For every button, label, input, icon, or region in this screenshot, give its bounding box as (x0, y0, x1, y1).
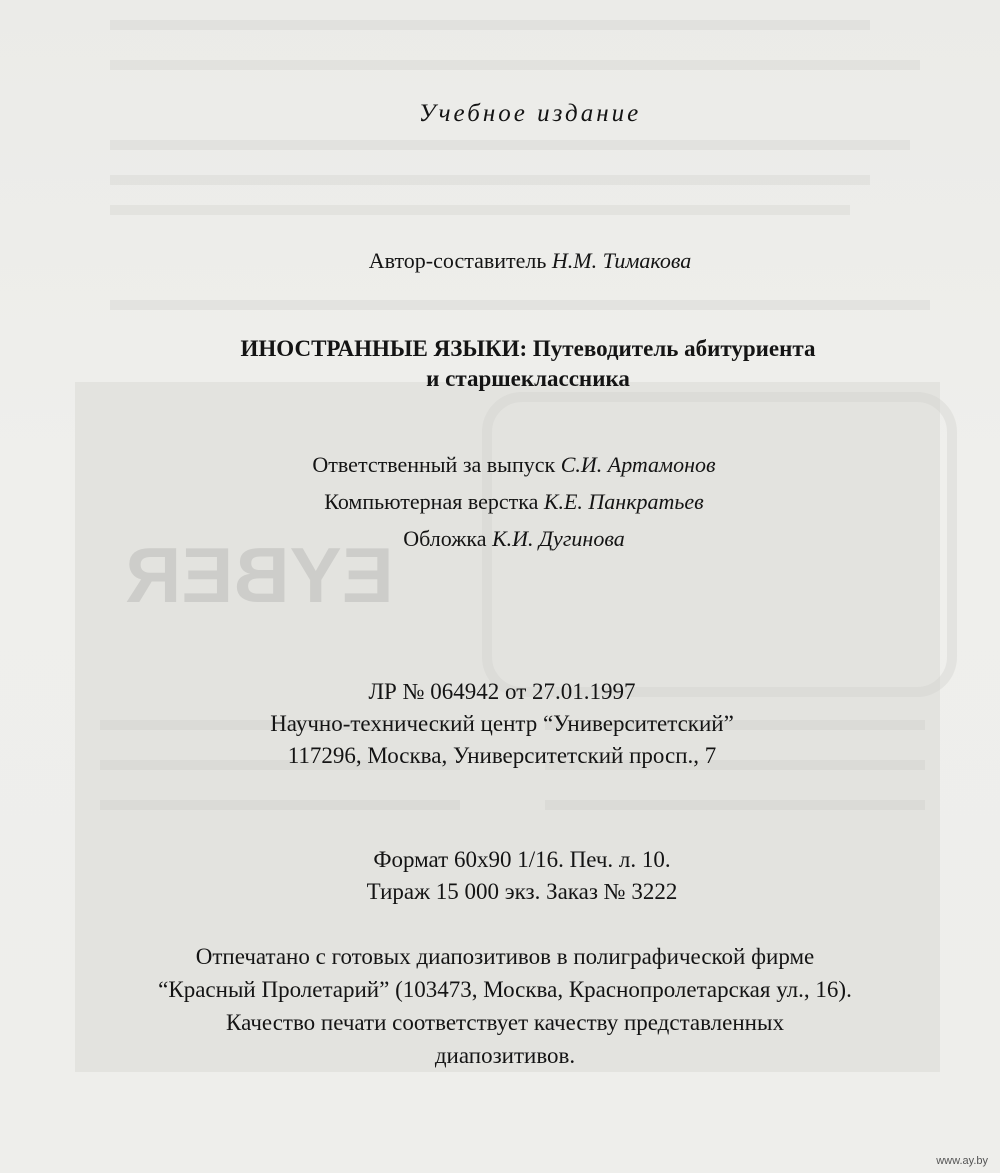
show-through-line (110, 20, 870, 30)
credit-name: К.И. Дугинова (492, 526, 625, 551)
publisher-address: 117296, Москва, Университетский просп., 7 (287, 743, 717, 768)
printed-note (0, 940, 1000, 1072)
show-through-line (110, 175, 870, 185)
edition-type: Учебное издание (418, 100, 642, 127)
title-subtitle-2: и старшеклассника (426, 366, 630, 391)
title-main: ИНОСТРАННЫЕ ЯЗЫКИ: (240, 336, 528, 361)
book-title (0, 334, 1000, 394)
credit-line (14, 520, 1000, 557)
author-name: Н.М. Тимакова (551, 248, 692, 273)
show-through-line (110, 60, 920, 70)
show-through-line (545, 800, 925, 810)
author-line (0, 248, 1000, 274)
publisher-name: Научно-технический центр “Университетский” (270, 711, 734, 736)
author-label: Автор-составитель (368, 248, 547, 273)
show-through-logo: EYBER (125, 531, 394, 619)
site-watermark: www.ay.by (936, 1155, 988, 1167)
printed-note-line: Качество печати соответствует качеству представленных (226, 1010, 784, 1035)
credits-block (0, 446, 1000, 557)
printed-note-line: диапозитивов. (434, 1043, 576, 1068)
credit-name: С.И. Артамонов (560, 452, 716, 477)
show-through-line (110, 140, 910, 150)
credit-role: Обложка (403, 526, 487, 551)
printed-note-line: “Красный Пролетарий” (103473, Москва, Краснопролетарская ул., 16). (158, 977, 852, 1002)
credit-name: К.Е. Панкратьев (543, 489, 704, 514)
title-subtitle-1: Путеводитель абитуриента (532, 336, 816, 361)
title-line-1 (28, 334, 1000, 364)
printed-note-line: Отпечатано с готовых диапозитивов в полиграфической фирме (195, 944, 815, 969)
credit-line (14, 446, 1000, 483)
print-specs (0, 844, 1000, 908)
publisher-license: ЛР № 064942 от 27.01.1997 (368, 679, 636, 704)
publisher-block (0, 676, 1000, 772)
credit-role: Ответственный за выпуск (312, 452, 556, 477)
print-format: Формат 60x90 1/16. Печ. л. 10. (373, 847, 671, 872)
show-through-line (110, 300, 930, 310)
credit-role: Компьютерная верстка (324, 489, 539, 514)
credit-line (14, 483, 1000, 520)
show-through-line (110, 205, 850, 215)
show-through-line (100, 800, 460, 810)
print-run: Тираж 15 000 экз. Заказ № 3222 (366, 879, 678, 904)
